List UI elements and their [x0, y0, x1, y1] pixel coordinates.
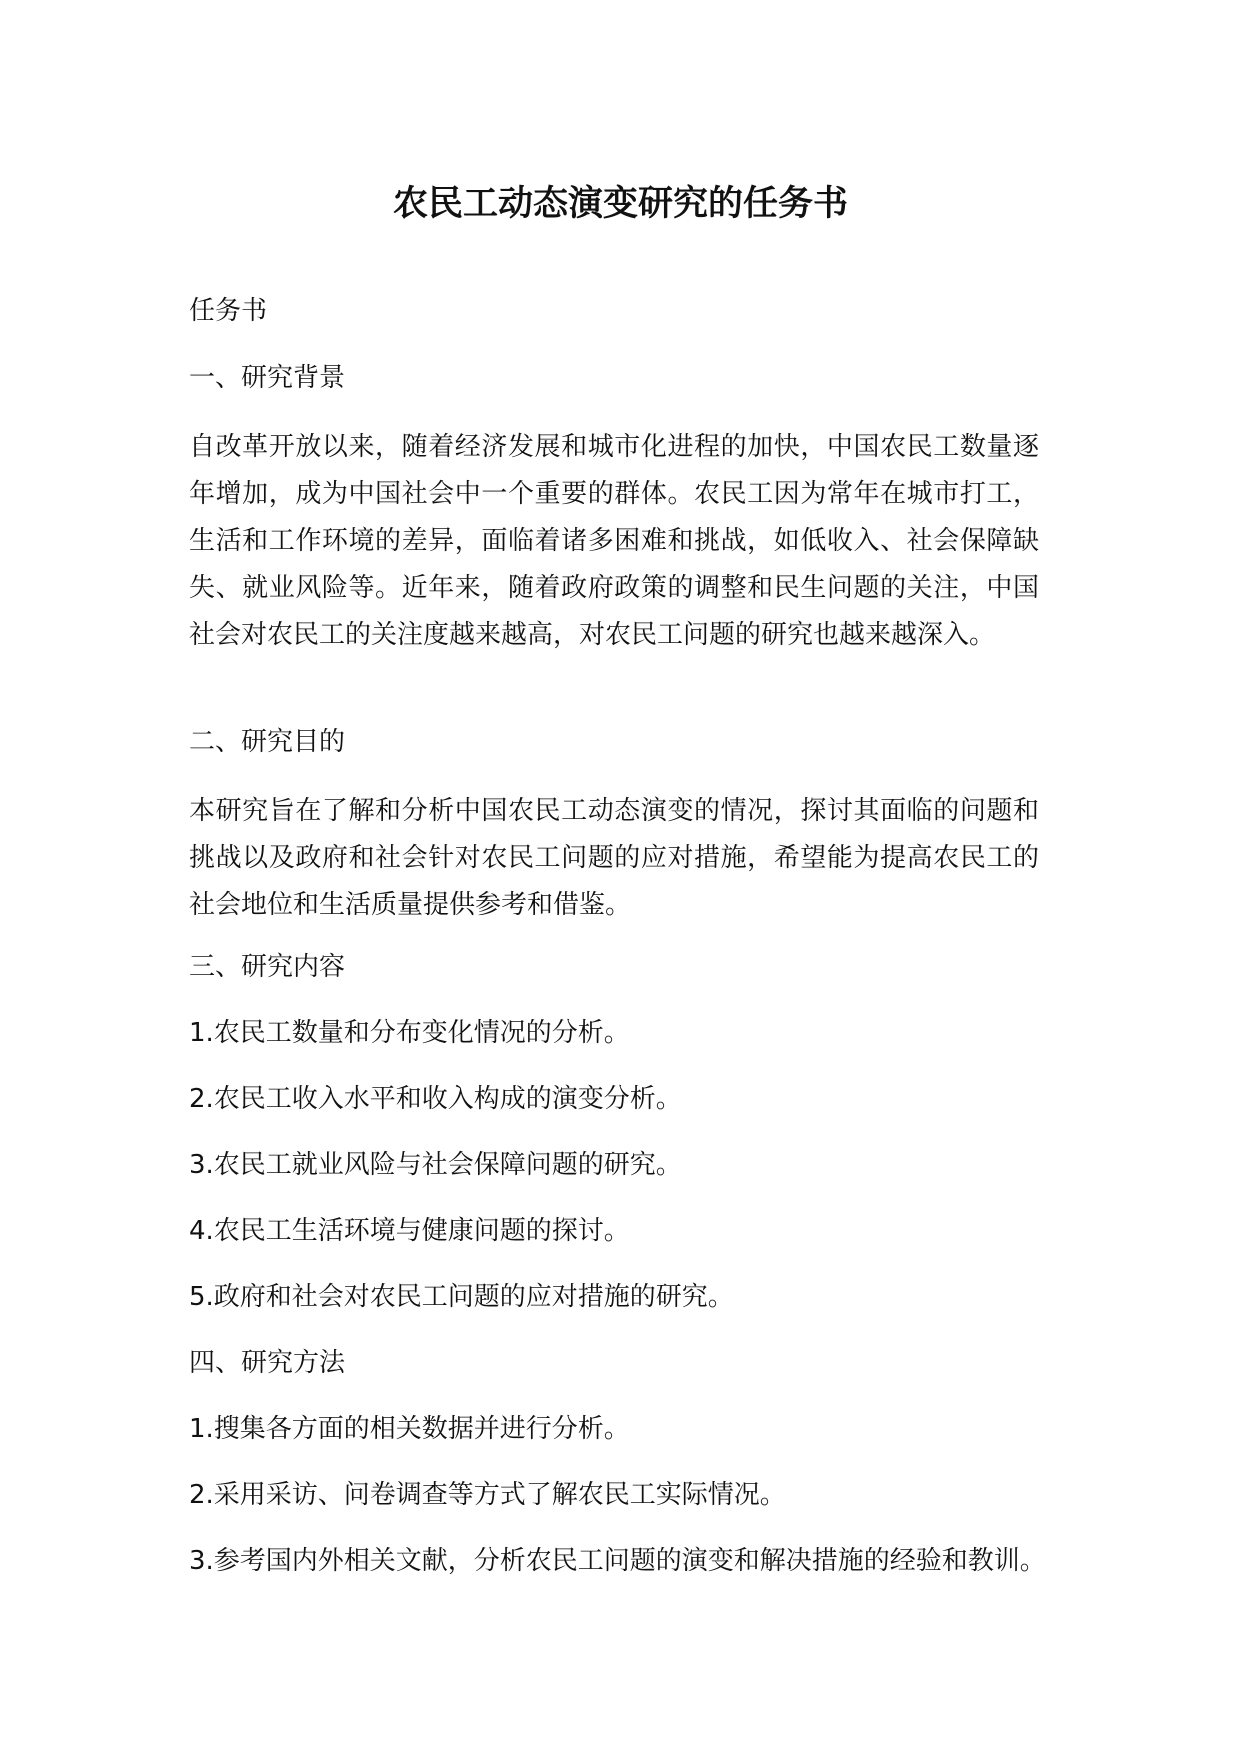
- section-heading-purpose: 二、研究目的: [189, 727, 346, 757]
- list-item: 5.政府和社会对农民工问题的应对措施的研究。: [189, 1282, 734, 1312]
- list-item: 1.农民工数量和分布变化情况的分析。: [189, 1018, 630, 1048]
- section-body-background: 自改革开放以来，随着经济发展和城市化进程的加快，中国农民工数量逐年增加，成为中国社会中一个重要的群体。农民工因为常年在城市打工，生活和工作环境的差异，面临着诸多困难和挑战，如低收入、社会保障缺失、就业风险等。近年来，随着政府政策的调整和民生问题的关注，中国社会对农民工的关注度越来越高，对农民工问题的研究也越来越深入。: [189, 432, 1039, 650]
- section-heading-methods: 四、研究方法: [189, 1348, 346, 1378]
- document-title: 农民工动态演变研究的任务书: [392, 184, 848, 224]
- list-item: 1.搜集各方面的相关数据并进行分析。: [189, 1414, 630, 1444]
- section-heading-background: 一、研究背景: [189, 363, 346, 393]
- document-label: 任务书: [189, 296, 268, 326]
- list-item: 3.参考国内外相关文献，分析农民工问题的演变和解决措施的经验和教训。: [189, 1546, 1046, 1576]
- section-body-purpose: 本研究旨在了解和分析中国农民工动态演变的情况，探讨其面临的问题和挑战以及政府和社会针对农民工问题的应对措施，希望能为提高农民工的社会地位和生活质量提供参考和借鉴。: [189, 796, 1039, 920]
- list-item: 4.农民工生活环境与健康问题的探讨。: [189, 1216, 630, 1246]
- list-item: 3.农民工就业风险与社会保障问题的研究。: [189, 1150, 682, 1180]
- list-item: 2.农民工收入水平和收入构成的演变分析。: [189, 1084, 682, 1114]
- section-heading-content: 三、研究内容: [189, 952, 346, 982]
- list-item: 2.采用采访、问卷调查等方式了解农民工实际情况。: [189, 1480, 786, 1510]
